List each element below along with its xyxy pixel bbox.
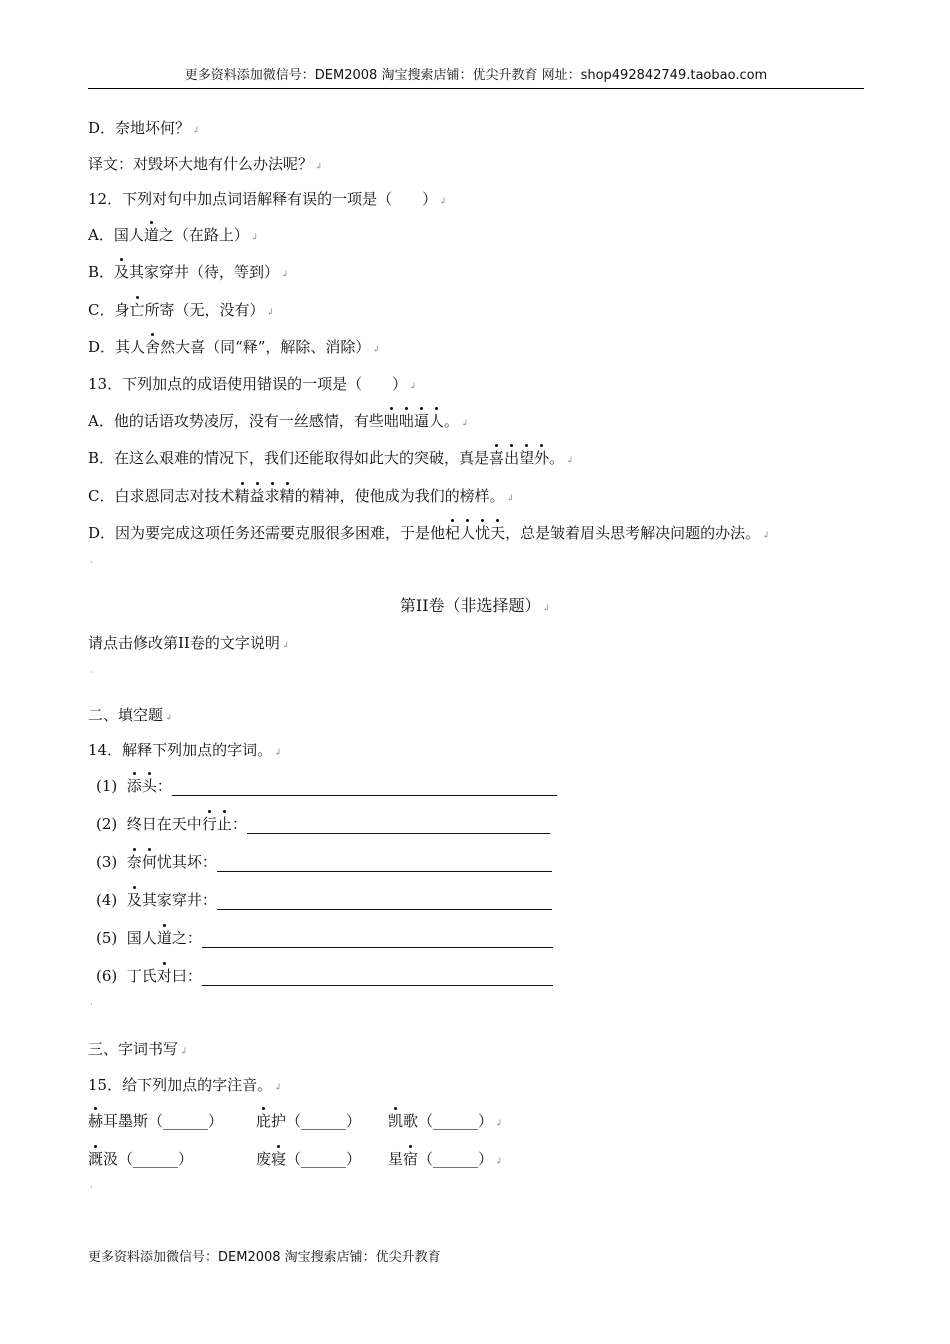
dotted-char: 忧: [475, 524, 491, 542]
dotted-char: 人: [428, 412, 444, 430]
answer-blank[interactable]: [202, 931, 553, 948]
q15-item-2: 庇护（______）: [256, 1112, 362, 1130]
q13-stem: 13．下列加点的成语使用错误的一项是（ ） ↲: [88, 375, 417, 393]
dotted-char: 出: [504, 449, 520, 467]
answer-blank[interactable]: [202, 969, 553, 986]
pinyin-blank[interactable]: （______）: [286, 1112, 362, 1130]
dotted-char: 益: [249, 487, 265, 505]
q11-translation: 译文：对毁坏大地有什么办法呢？ ↲: [88, 155, 323, 173]
dotted-idiom: [489, 449, 549, 467]
paragraph-mark: ·: [90, 1000, 93, 1010]
dotted-char: 止: [216, 815, 232, 833]
dotted-char: 求: [264, 487, 280, 505]
q13-option-b: B．在这么艰难的情况下，我们还能取得如此大的突破，真是喜出望外。 ↲: [88, 449, 574, 467]
q15-item-4: 溉汲（______）: [88, 1150, 194, 1168]
dotted-char: 头: [141, 777, 157, 795]
q14-item-4: (4) 及其家穿井：: [96, 890, 552, 910]
q14-item-2: (2) 终日在天中行止：: [96, 814, 550, 834]
pinyin-blank[interactable]: （______）: [118, 1150, 194, 1168]
footer-text: 更多资料添加微信号：DEM2008 淘宝搜索店铺：优尖升教育: [88, 1250, 441, 1265]
dotted-char: 道: [156, 929, 172, 947]
dotted-word: 亡: [129, 301, 145, 319]
dotted-word: 道: [143, 226, 159, 244]
answer-blank[interactable]: [217, 893, 552, 910]
pinyin-blank[interactable]: （______）: [148, 1112, 224, 1130]
q12-option-b: B．及其家穿井（待，等到） ↲: [88, 263, 289, 281]
paragraph-mark: ·: [90, 668, 93, 678]
part2-title: 第II卷（非选择题） ↲: [399, 596, 551, 615]
q12-option-c: C．身亡所寄（无，没有） ↲: [88, 301, 275, 319]
page-footer: [88, 1246, 441, 1265]
dotted-word: 舍: [145, 338, 161, 356]
dotted-char: 外: [534, 449, 550, 467]
q11-option-d: D．奈地坏何？ ↲: [88, 119, 200, 137]
q13-option-a: A．他的话语攻势凌厉，没有一丝感情，有些咄咄逼人。 ↲: [88, 412, 469, 430]
dotted-char: 望: [519, 449, 535, 467]
dotted-char: 行: [201, 815, 217, 833]
dotted-char: 精: [234, 487, 250, 505]
dotted-char: 逼: [413, 412, 429, 430]
page-header: [88, 66, 864, 89]
dotted-char: 天: [490, 524, 506, 542]
dotted-char: 人: [460, 524, 476, 542]
dotted-char: 对: [156, 967, 172, 985]
pinyin-blank[interactable]: （______）: [418, 1150, 494, 1168]
q14-stem: 14．解释下列加点的字词。 ↲: [88, 741, 282, 759]
paragraph-mark: ·: [90, 1183, 93, 1193]
pinyin-blank[interactable]: （______）: [286, 1150, 362, 1168]
pinyin-blank[interactable]: （______）: [418, 1112, 494, 1130]
dotted-char: 咄: [383, 412, 399, 430]
dotted-char: 精: [279, 487, 295, 505]
q13-option-c: C．白求恩同志对技术精益求精的精神，使他成为我们的榜样。 ↲: [88, 487, 515, 505]
paragraph-mark: ·: [90, 558, 93, 568]
dotted-idiom: [384, 412, 444, 430]
q12-option-d: D．其人舍然大喜（同“释”，解除、消除） ↲: [88, 338, 380, 356]
q14-item-3: (3) 奈何忧其坏：: [96, 852, 552, 872]
dotted-idiom: [235, 487, 295, 505]
q15-item-5: 废寝（______）: [256, 1150, 362, 1168]
answer-blank[interactable]: [172, 779, 557, 796]
answer-blank[interactable]: [247, 817, 550, 834]
dotted-char: 喜: [489, 449, 505, 467]
dotted-char: 咄: [398, 412, 414, 430]
dotted-char: 奈: [126, 853, 142, 871]
dotted-idiom: [445, 524, 505, 542]
q14-item-1: (1) 添头：: [96, 776, 557, 796]
q14-item-5: (5) 国人道之：: [96, 928, 553, 948]
q12-stem: 12．下列对句中加点词语解释有误的一项是（ ） ↲: [88, 190, 447, 208]
section3-title: 三、字词书写 ↲: [88, 1040, 188, 1058]
dotted-char: 何: [141, 853, 157, 871]
q15-stem: 15．给下列加点的字注音。 ↲: [88, 1076, 282, 1094]
part2-note: 请点击修改第II卷的文字说明 ↲: [88, 634, 290, 652]
q14-item-6: (6) 丁氏对曰：: [96, 966, 553, 986]
header-text: 更多资料添加微信号：DEM2008 淘宝搜索店铺：优尖升教育 网址：shop492842749.taobao.com: [184, 68, 768, 83]
dotted-char: 杞: [445, 524, 461, 542]
q15-item-1: 赫耳墨斯（______）: [88, 1112, 224, 1130]
q15-item-6: 星宿（______） ↲: [388, 1150, 503, 1168]
dotted-word: 及: [114, 263, 130, 281]
dotted-char: 及: [126, 891, 142, 909]
q15-item-3: 凯歌（______） ↲: [388, 1112, 503, 1130]
section2-title: 二、填空题 ↲: [88, 706, 173, 724]
dotted-char: 添: [126, 777, 142, 795]
answer-blank[interactable]: [217, 855, 552, 872]
q12-option-a: A．国人道之（在路上） ↲: [88, 226, 259, 244]
q13-option-d: D．因为要完成这项任务还需要克服很多困难，于是他杞人忧天，总是皱着眉头思考解决问题的办法。 ↲: [88, 524, 770, 542]
